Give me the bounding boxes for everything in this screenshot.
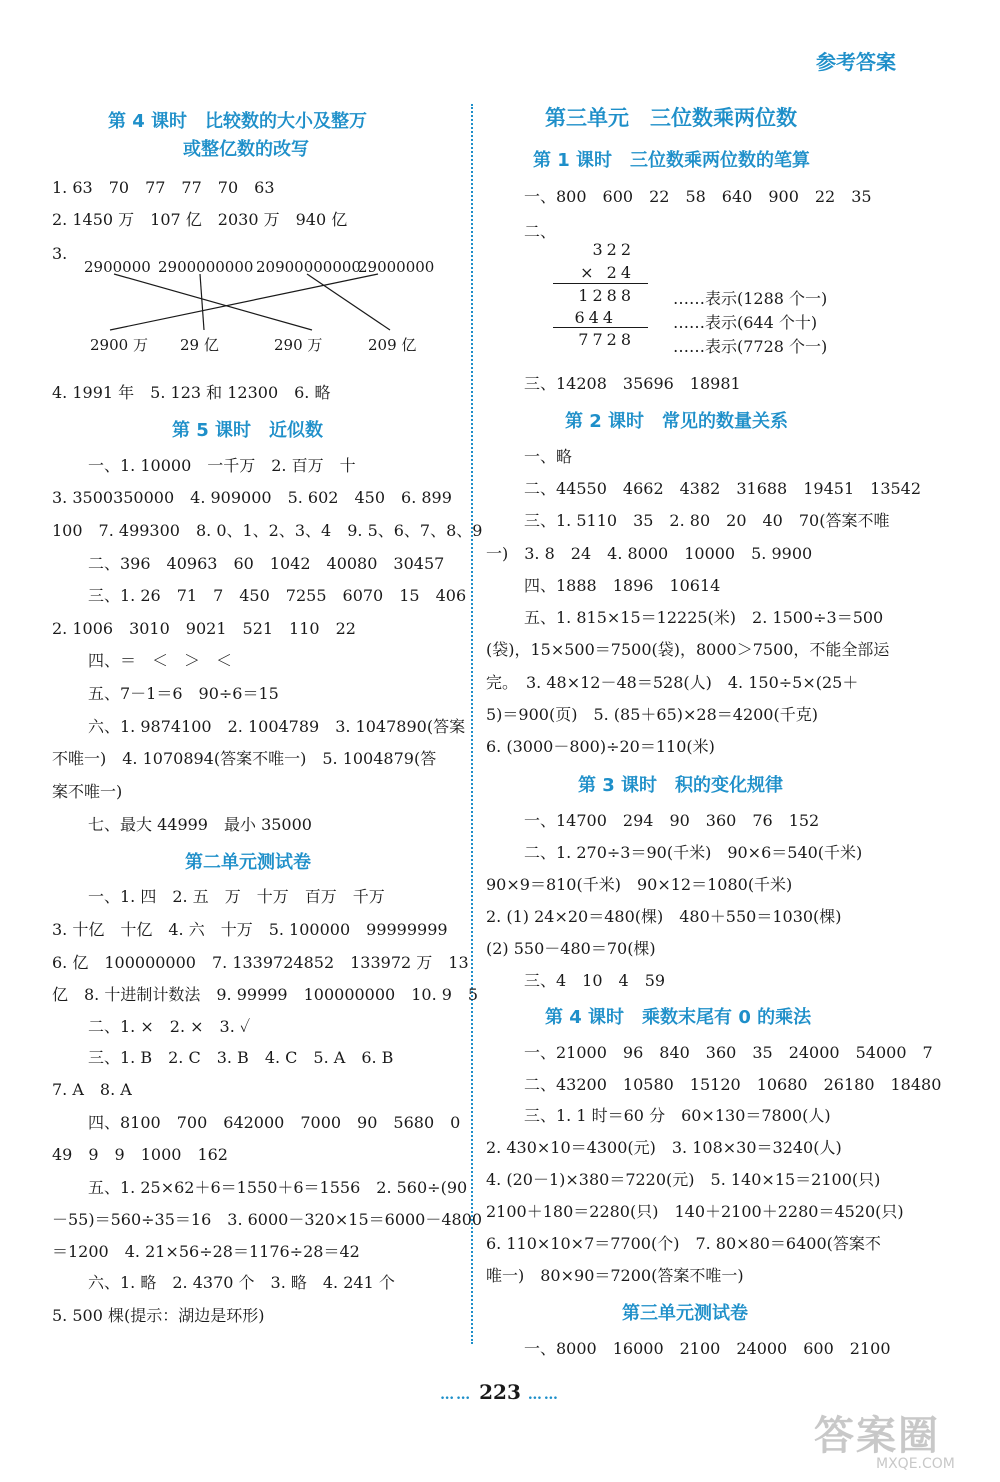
answer-line: 六、1. 9874100 2. 1004789 3. 1047890(答案 xyxy=(88,717,466,736)
diagram-bottom-label: 29 亿 xyxy=(180,336,219,354)
section-title: 第 3 课时 积的变化规律 xyxy=(578,775,784,796)
final-product: 7728 xyxy=(578,330,635,349)
watermark-url: MXQE.COM xyxy=(876,1456,955,1472)
answer-line: 三、1. 1 时＝60 分 60×130＝7800(人) xyxy=(524,1106,831,1125)
answer-line: 4. (20－1)×380＝7220(元) 5. 140×15＝2100(只) xyxy=(486,1170,881,1189)
rule-line xyxy=(553,327,648,328)
rule-line xyxy=(553,283,648,284)
answer-line: 2. 430×10＝4300(元) 3. 108×30＝3240(人) xyxy=(486,1138,842,1157)
footer-dots: …… xyxy=(440,1387,473,1403)
answer-line: 49 9 9 1000 162 xyxy=(52,1145,228,1164)
answer-line: 亿 8. 十进制计数法 9. 99999 100000000 10. 9 5 xyxy=(52,985,479,1004)
answer-line: 五、1. 25×62＋6＝1550＋6＝1556 2. 560÷(90 xyxy=(88,1178,468,1197)
answer-line: 唯一) 80×90＝7200(答案不唯一) xyxy=(486,1266,744,1285)
answer-line: 一、8000 16000 2100 24000 600 2100 xyxy=(524,1339,891,1358)
answer-line: 一、14700 294 90 360 76 152 xyxy=(524,811,820,830)
answer-line: ＝1200 4. 21×56÷28＝1176÷28＝42 xyxy=(52,1242,360,1261)
answer-line: 四、1888 1896 10614 xyxy=(524,576,721,595)
answer-line: 五、7－1＝6 90÷6＝15 xyxy=(88,684,279,703)
answer-line: 二、1. × 2. × 3. ✓ xyxy=(88,1017,251,1036)
match-line xyxy=(307,274,390,330)
answer-line: 6. 110×10×7＝7700(个) 7. 80×80＝6400(答案不 xyxy=(486,1234,881,1253)
answer-line: 不唯一) 4. 1070894(答案不唯一) 5. 1004879(答 xyxy=(52,749,437,768)
answer-line: 3. 3500350000 4. 909000 5. 602 450 6. 899 xyxy=(52,488,452,507)
page-footer xyxy=(0,1380,1000,1404)
answer-line: 二、43200 10580 15120 10680 26180 18480 xyxy=(524,1075,942,1094)
answer-line: 二、44550 4662 4382 31688 19451 13542 xyxy=(524,479,922,498)
diagram-top-label: 2900000 xyxy=(84,258,151,276)
section-title: 第 4 课时 乘数末尾有 0 的乘法 xyxy=(545,1007,812,1028)
answer-line: 一、800 600 22 58 640 900 22 35 xyxy=(524,187,872,206)
diagram-bottom-label: 290 万 xyxy=(274,336,323,354)
answer-line: 6. 亿 100000000 7. 1339724852 133972 万 13 xyxy=(52,953,469,972)
answer-line: 完。 3. 48×12－48＝528(人) 4. 150÷5×(25＋ xyxy=(486,673,859,692)
match-line xyxy=(200,274,204,330)
partial-product: 1288 xyxy=(578,286,635,305)
answer-line: 七、最大 44999 最小 35000 xyxy=(88,815,312,834)
match-line xyxy=(110,274,378,330)
answer-line: 一、21000 96 840 360 35 24000 54000 7 xyxy=(524,1043,933,1062)
answer-line: 7. A 8. A xyxy=(52,1080,132,1099)
answer-line: 4. 1991 年 5. 123 和 12300 6. 略 xyxy=(52,383,331,402)
page-header: 参考答案 xyxy=(816,50,896,74)
answer-line: 2. (1) 24×20＝480(棵) 480＋550＝1030(棵) xyxy=(486,907,842,926)
column-divider xyxy=(471,104,473,1344)
diagram-top-label: 29000000 xyxy=(358,258,435,276)
answer-line: 90×9＝810(千米) 90×12＝1080(千米) xyxy=(486,875,793,894)
answer-line: 100 7. 499300 8. 0、1、2、3、4 9. 5、6、7、8、9 xyxy=(52,521,483,540)
diagram-bottom-label: 209 亿 xyxy=(368,336,417,354)
answer-line: 四、＝ ＜ ＞ ＜ xyxy=(88,651,233,670)
section-title: 第 2 课时 常见的数量关系 xyxy=(565,411,789,432)
annotation: ……表示(7728 个一) xyxy=(673,337,828,356)
answer-line: 一、1. 四 2. 五 万 十万 百万 千万 xyxy=(88,887,385,906)
answer-line: 一) 3. 8 24 4. 8000 10000 5. 9900 xyxy=(486,544,813,563)
diagram-top-label: 2900000000 xyxy=(158,258,254,276)
diagram-bottom-label: 2900 万 xyxy=(90,336,148,354)
answer-line: 二、1. 270÷3＝90(千米) 90×6＝540(千米) xyxy=(524,843,863,862)
answer-line: (2) 550－480＝70(棵) xyxy=(486,939,656,958)
section-title: 第三单元测试卷 xyxy=(622,1303,748,1324)
answer-line: 6. (3000－800)÷20＝110(米) xyxy=(486,737,715,756)
answer-line: 2. 1006 3010 9021 521 110 22 xyxy=(52,619,356,638)
answer-line: 二、 xyxy=(524,222,557,241)
annotation: ……表示(1288 个一) xyxy=(673,289,828,308)
answer-line: 3. xyxy=(52,244,68,263)
answer-line: 三、4 10 4 59 xyxy=(524,971,666,990)
match-line xyxy=(114,274,312,330)
answer-line: 五、1. 815×15＝12225(米) 2. 1500÷3＝500 xyxy=(524,608,884,627)
multiplicand: 322 xyxy=(592,240,635,259)
answer-line: －55)＝560÷35＝16 3. 6000－320×15＝6000－4800 xyxy=(52,1210,483,1229)
answer-line: 三、1. 26 71 7 450 7255 6070 15 406 xyxy=(88,586,467,605)
section-title-cont: 或整亿数的改写 xyxy=(183,139,309,160)
diagram-top-label: 20900000000 xyxy=(256,258,361,276)
answer-line: 5)＝900(页) 5. (85＋65)×28＝4200(千克) xyxy=(486,705,818,724)
answer-line: 3. 十亿 十亿 4. 六 十万 5. 100000 99999999 xyxy=(52,920,448,939)
footer-dots: …… xyxy=(527,1387,560,1403)
answer-line: 六、1. 略 2. 4370 个 3. 略 4. 241 个 xyxy=(88,1273,395,1292)
answer-line: 四、8100 700 642000 7000 90 5680 0 xyxy=(88,1113,461,1132)
partial-product: 644 xyxy=(574,308,617,327)
answer-line: 二、396 40963 60 1042 40080 30457 xyxy=(88,554,445,573)
answer-line: 三、1. B 2. C 3. B 4. C 5. A 6. B xyxy=(88,1048,394,1067)
vertical-multiplication xyxy=(545,238,875,356)
answer-line: 三、1. 5110 35 2. 80 20 40 70(答案不唯 xyxy=(524,511,890,530)
answer-line: 1. 63 70 77 77 70 63 xyxy=(52,178,275,197)
multiplier: × 24 xyxy=(580,263,635,282)
page-number: 223 xyxy=(479,1380,521,1404)
answer-line: 三、14208 35696 18981 xyxy=(524,374,741,393)
answer-line: 一、1. 10000 一千万 2. 百万 十 xyxy=(88,456,356,475)
answer-line: 5. 500 棵(提示：湖边是环形) xyxy=(52,1306,265,1325)
watermark-logo: 答案圈 xyxy=(814,1413,940,1459)
matching-diagram xyxy=(52,250,470,370)
section-title: 第 4 课时 比较数的大小及整万 xyxy=(108,111,368,132)
answer-line: 2100＋180＝2280(只) 140＋2100＋2280＝4520(只) xyxy=(486,1202,904,1221)
answer-line: (袋)，15×500＝7500(袋)，8000＞7500，不能全部运 xyxy=(486,640,890,659)
answer-line: 案不唯一) xyxy=(52,782,123,801)
answer-line: 2. 1450 万 107 亿 2030 万 940 亿 xyxy=(52,210,348,229)
section-title: 第 5 课时 近似数 xyxy=(172,420,324,441)
section-title: 第二单元测试卷 xyxy=(185,852,311,873)
unit-title: 第三单元 三位数乘两位数 xyxy=(545,106,797,130)
watermark xyxy=(806,1410,986,1476)
section-title: 第 1 课时 三位数乘两位数的笔算 xyxy=(533,150,811,171)
annotation: ……表示(644 个十) xyxy=(673,313,818,332)
answer-line: 一、略 xyxy=(524,447,573,466)
